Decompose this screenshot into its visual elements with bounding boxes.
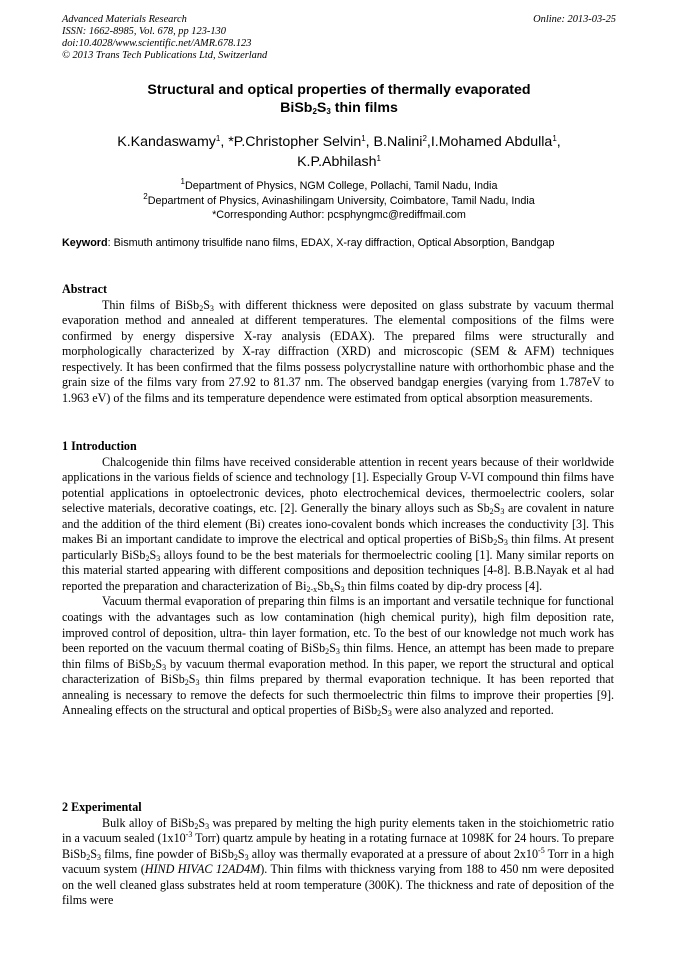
experimental-paragraph: Bulk alloy of $BiSb_2S_3$ was prepared by melting the high purity elements taken in the stoichiometric ratio in a vacuum sealed ($1x10^{-3}$ Torr) quartz ampule by heating in a rotating furnace at 1098K for 24 hours. To prepare $BiSb_2S_3$ films, fine powder of $BiSb_2S_3$ alloy was thermally evaporated at a pressure of about $2x10^{-5}$ Torr in a high vacuum system (HIND HIVAC 12AD4M). Thin films with thickness varying from 188 to 450 nm were deposited on the well cleaned glass substrates held at room temperature (300K). The thickness and rate of deposition of the films were: [62, 815, 614, 908]
author: K.Kandaswamy: [117, 134, 216, 150]
abstract-text: Thin films of $BiSb_2S_3$ with different thickness were deposited on glass substrate by vacuum thermal evaporation method and annealed at different temperatures. The elemental compositions of the films were confirmed by energy dispersive X-ray analysis (EDAX). The prepared films were structurally and morphologically characterized by X-ray diffraction (XRD) and microscopic (SEM & AFM) techniques respectively. It has been confirmed that the films possess polycrystalline nature with orthorhombic phase and the grain size of the films vary from 27.92 to 81.37 nm. The observed bandgap energies (varying from 1.787eV to 1.963 eV) of the films and its temperature dependence were estimated from optical absorption measurements.: [62, 297, 614, 405]
online-date: Online: 2013-03-25: [533, 14, 616, 25]
experimental-heading: 2 Experimental: [62, 800, 142, 814]
journal-header: [62, 14, 616, 62]
affiliation-2: $^2$Department of Physics, Avinashilingam University, Coimbatore, Tamil Nadu, India: [143, 191, 535, 207]
title-line-2: $BiSb_2S_3$ thin films: [280, 100, 398, 116]
keywords-text: : Bismuth antimony trisulfide nano films, EDAX, X-ray diffraction, Optical Absorption, Bandgap: [107, 237, 555, 249]
corresponding-author: *Corresponding Author: pcsphyngmc@rediffmail.com: [212, 209, 466, 221]
doi: doi:10.4028/www.scientific.net/AMR.678.123: [62, 38, 252, 49]
author: , B.Nalini: [365, 134, 423, 150]
abstract-heading: Abstract: [62, 282, 108, 296]
author-list: K.Kandaswamy$^1$, *P.Christopher Selvin$^1$, B.Nalini$^2$,I.Mohamed Abdulla$^1$, K.P.Abhilash$^1$: [117, 134, 561, 170]
copyright: © 2013 Trans Tech Publications Ltd, Switzerland: [62, 50, 268, 61]
keywords: [62, 236, 614, 251]
author: ,I.Mohamed Abdulla: [426, 134, 553, 150]
author: K.P.Abhilash: [297, 154, 377, 170]
introduction-heading: 1 Introduction: [62, 439, 137, 453]
affiliations: [62, 179, 616, 223]
author: , *P.Christopher Selvin: [220, 134, 362, 150]
abstract-section: [62, 282, 614, 406]
keywords-label: Keyword: [62, 237, 108, 249]
intro-paragraph-2: Vacuum thermal evaporation of preparing thin films is an important and versatile technique for functional coatings with the advantages such as low contamination (high chemical purity), high film deposition rate, improved control of deposition, ultra- thin layer formation, etc. To the best of our knowledge not much work has been reported on the vacuum thermal coating of $BiSb_2S_3$ thin films. Hence, an attempt has been made to prepare thin films of $BiSb_2S_3$ by vacuum thermal evaporation method. In this paper, we report the structural and optical characterization of $BiSb_2S_3$ thin films prepared by thermal evaporation technique. It has been reported that annealing is necessary to remove the defects for such thermoelectric thin films to improve their properties [9]. Annealing effects on the structural and optical properties of $BiSb_2S_3$ were also analyzed and reported.: [62, 594, 615, 719]
experimental-section: [62, 800, 614, 909]
introduction-section: [62, 439, 614, 719]
title-line-1: Structural and optical properties of thermally evaporated: [147, 82, 531, 98]
affiliation-1: $^1$Department of Physics, NGM College, Pollachi, Tamil Nadu, India: [180, 177, 498, 192]
paper-title: [62, 81, 616, 117]
intro-paragraph-1: Chalcogenide thin films have received considerable attention in recent years because of their worldwide applications in the various fields of science and technology [1]. Especially Group V-VI compound thin films have potential applications in optoelectronic devices, photo electrochemical devices, thermoelectric coolers, solar selective materials, decorative coatings, etc. [2]. Generally the binary alloys such as $Sb_2S_3$ are covalent in nature and the addition of the third element (Bi) creates iono-covalent bonds which increases the conductivity [3]. This makes Bi an important candidate to improve the electrical and optical properties of $BiSb_2S_3$ thin films. At present particularly $BiSb_2S_3$ alloys found to be the best materials for thermoelectric cooling [1]. Many similar reports on this material started appearing with different compositions and deposition techniques [4-8]. B.B.Nayak et al had reported the preparation and characterization of $Bi_{2-x}Sb_xS_3$ thin films coated by dip-dry process [4].: [62, 454, 615, 594]
journal-name: Advanced Materials Research: [62, 14, 187, 25]
issn: ISSN: 1662-8985, Vol. 678, pp 123-130: [62, 26, 226, 37]
